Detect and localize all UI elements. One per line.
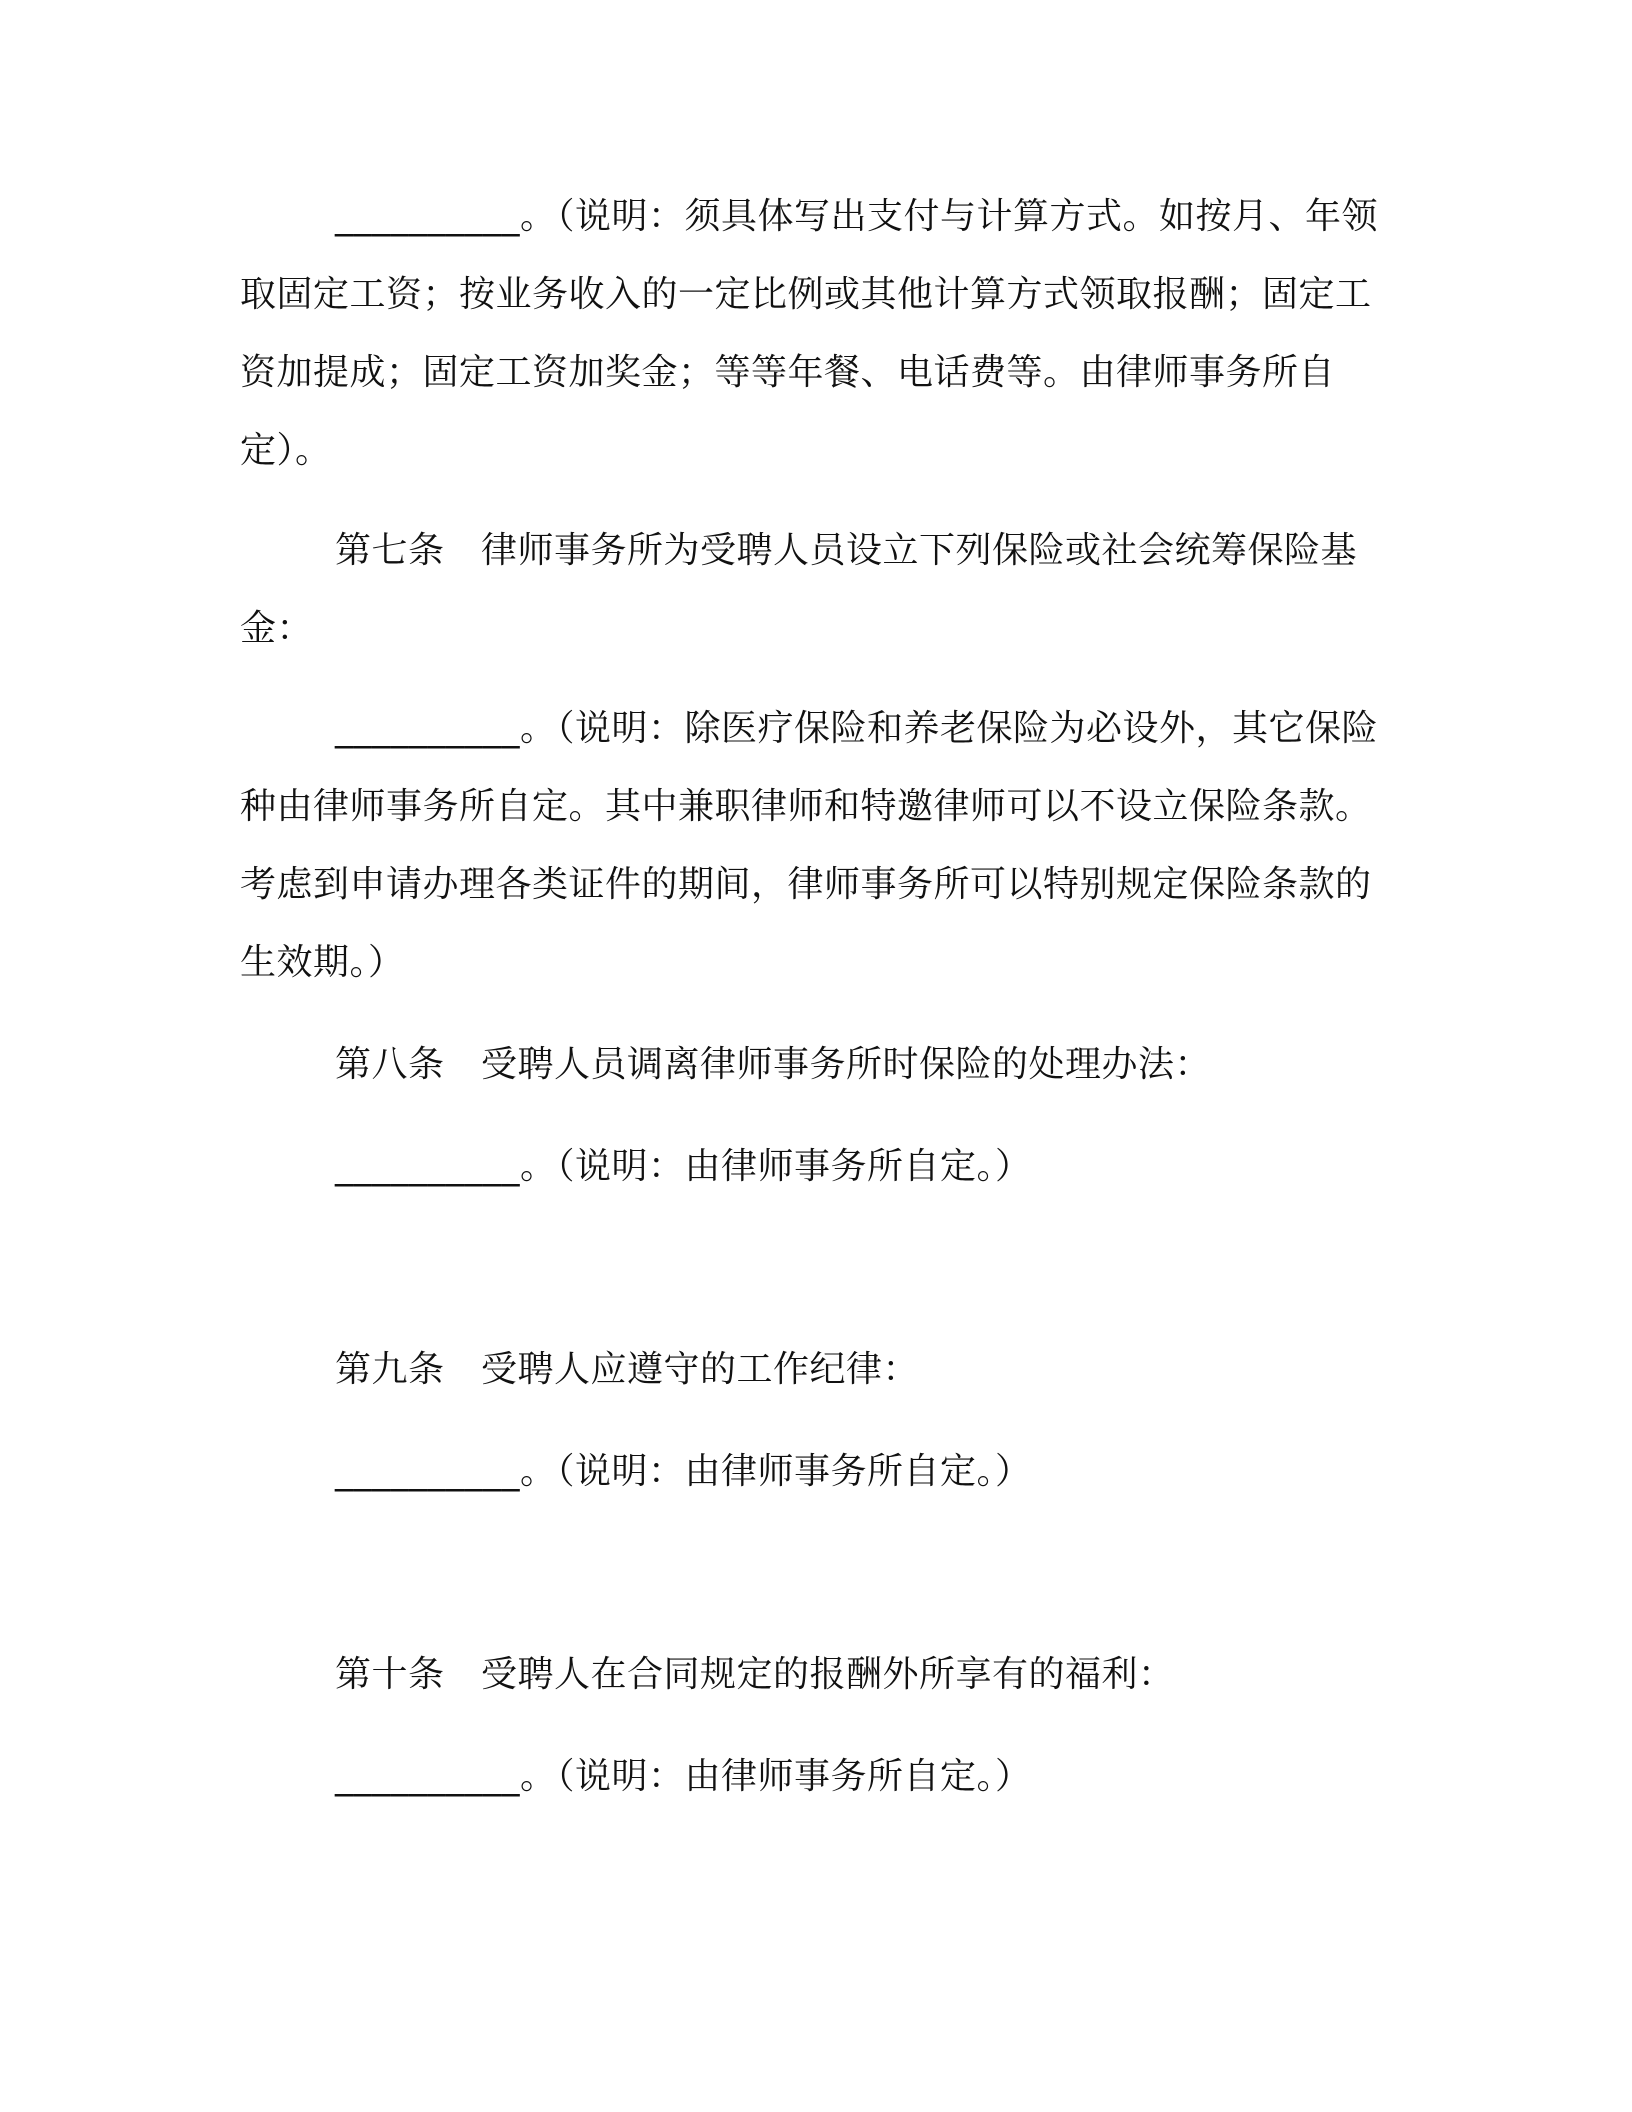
article-7-heading: 第七条 律师事务所为受聘人员设立下列保险或社会统筹保险基金：: [240, 530, 1358, 649]
paragraph-article-8-note: __________。（说明：由律师事务所自定。）: [335, 1146, 1032, 1187]
article-8-heading: 第八条 受聘人员调离律师事务所时保险的处理办法：: [335, 1044, 1212, 1085]
article-9-heading: 第九条 受聘人应遵守的工作纪律：: [335, 1349, 920, 1390]
paragraph-article-9-note: __________。（说明：由律师事务所自定。）: [335, 1451, 1032, 1492]
paragraph-insurance-note: __________。（说明：除医疗保险和养老保险为必设外，其它保险种由律师事务所自定。其中兼职律师和特邀律师可以不设立保险条款。考虑到申请办理各类证件的期间，律师事务所可以特别规定保险条款的生效期。）: [240, 708, 1379, 983]
paragraph-article-10-note: __________。（说明：由律师事务所自定。）: [335, 1756, 1032, 1797]
article-10-heading: 第十条 受聘人在合同规定的报酬外所享有的福利：: [335, 1654, 1175, 1695]
paragraph-payment-method: __________。（说明：须具体写出支付与计算方式。如按月、年领取固定工资；按业务收入的一定比例或其他计算方式领取报酬；固定工资加提成；固定工资加奖金；等等年餐、电话费等。由律师事务所自定）。: [240, 196, 1379, 471]
